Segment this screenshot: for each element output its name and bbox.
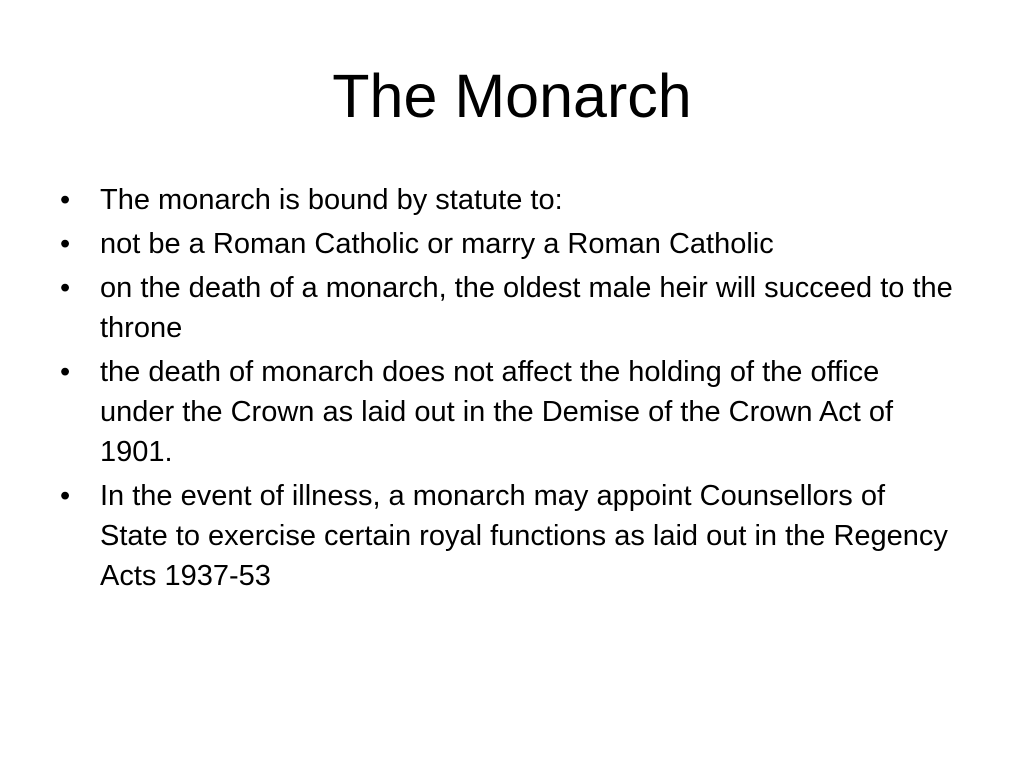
- bullet-list: [54, 180, 954, 600]
- bullet-item: [54, 476, 954, 596]
- bullet-icon: •: [60, 272, 71, 304]
- bullet-item: [54, 352, 954, 472]
- bullet-item: [54, 224, 954, 264]
- slide-title: The Monarch: [332, 62, 692, 130]
- bullet-text: the death of monarch does not affect the holding of the office under the Crown as laid out in the Demise of the Crown Act of 1901.: [100, 356, 894, 468]
- bullet-text: on the death of a monarch, the oldest male heir will succeed to the throne: [100, 272, 953, 344]
- bullet-text: The monarch is bound by statute to:: [100, 184, 563, 216]
- bullet-icon: •: [60, 228, 71, 260]
- bullet-icon: •: [60, 184, 71, 216]
- bullet-icon: •: [60, 480, 71, 512]
- bullet-text: not be a Roman Catholic or marry a Roman Catholic: [100, 228, 774, 260]
- bullet-item: [54, 268, 954, 348]
- bullet-item: [54, 180, 954, 220]
- bullet-text: In the event of illness, a monarch may appoint Counsellors of State to exercise certain royal functions as laid out in the Regency Acts 1937-53: [100, 480, 948, 592]
- bullet-icon: •: [60, 356, 71, 388]
